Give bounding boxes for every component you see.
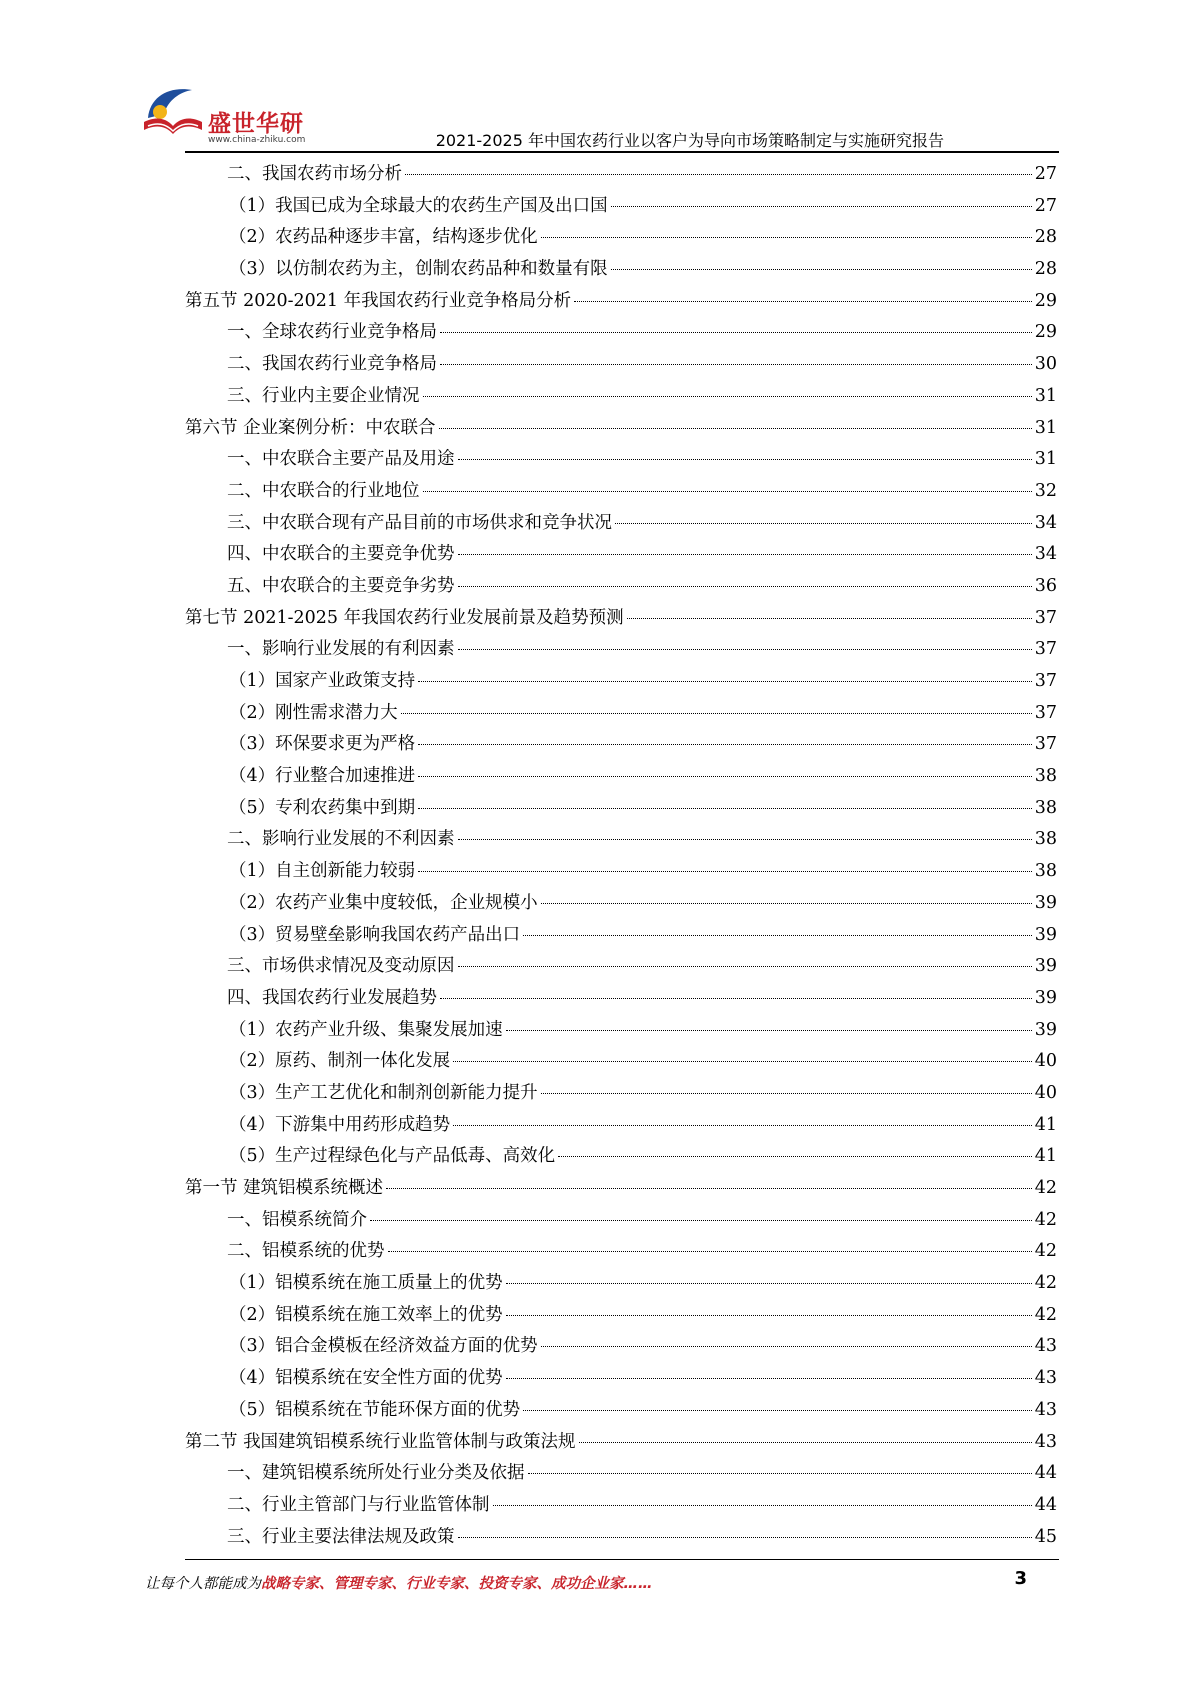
toc-entry-page: 40 — [1034, 1082, 1057, 1103]
toc-entry[interactable] — [185, 730, 1057, 762]
toc-leader-dots — [439, 428, 1032, 429]
toc-entry-title: （1）国家产业政策支持 — [229, 671, 416, 691]
toc-leader-dots — [523, 935, 1032, 936]
toc-entry-title: （2）刚性需求潜力大 — [229, 702, 398, 723]
toc-entry-page: 42 — [1034, 1273, 1057, 1294]
toc-entry-page: 31 — [1034, 385, 1057, 406]
toc-entry-page: 43 — [1034, 1368, 1057, 1389]
toc-leader-dots — [541, 237, 1032, 238]
toc-entry-page: 34 — [1034, 512, 1057, 533]
toc-entry-title: （3）环保要求更为严格 — [229, 734, 416, 755]
toc-entry-page: 31 — [1034, 449, 1057, 470]
toc-leader-dots — [528, 1473, 1032, 1474]
toc-entry[interactable] — [185, 287, 1057, 319]
toc-entry-title: （3）贸易壁垒影响我国农药产品出口 — [229, 924, 521, 945]
toc-leader-dots — [458, 554, 1032, 555]
slogan-highlight: 战略专家、管理专家、行业专家、投资专家、成功企业家…… — [261, 1576, 653, 1592]
toc-entry-page: 41 — [1034, 1114, 1057, 1135]
toc-entry-page: 27 — [1034, 195, 1057, 216]
toc-entry-page: 36 — [1034, 575, 1057, 596]
toc-entry-title: 一、中农联合主要产品及用途 — [227, 449, 455, 470]
toc-entry[interactable] — [185, 192, 1057, 224]
toc-leader-dots — [440, 364, 1032, 365]
toc-leader-dots — [627, 618, 1032, 619]
toc-entry[interactable] — [185, 1364, 1057, 1396]
toc-leader-dots — [579, 1442, 1032, 1443]
toc-entry-title: （3）铝合金模板在经济效益方面的优势 — [229, 1336, 538, 1357]
toc-entry[interactable] — [185, 1142, 1057, 1174]
toc-entry-title: （1）自主创新能力较弱 — [229, 861, 416, 882]
table-of-contents — [185, 160, 1057, 1554]
toc-entry[interactable] — [185, 921, 1057, 953]
toc-entry-title: 二、影响行业发展的不利因素 — [227, 829, 455, 850]
toc-entry[interactable] — [185, 857, 1057, 889]
toc-entry-page: 37 — [1034, 702, 1057, 723]
toc-entry[interactable] — [185, 540, 1057, 572]
toc-leader-dots — [458, 966, 1032, 967]
toc-entry-title: 第五节 2020-2021 年我国农药行业竞争格局分析 — [185, 290, 572, 311]
brand-name: 盛世华研 — [208, 111, 304, 137]
toc-entry[interactable] — [185, 477, 1057, 509]
toc-entry-page: 37 — [1034, 639, 1057, 660]
toc-entry[interactable] — [185, 382, 1057, 414]
toc-entry-page: 37 — [1034, 607, 1057, 628]
toc-entry[interactable] — [185, 1174, 1057, 1206]
toc-entry-page: 43 — [1034, 1336, 1057, 1357]
report-title: 2021-2025 年中国农药行业以客户为导向市场策略制定与实施研究报告 — [435, 131, 944, 150]
toc-entry-page: 42 — [1034, 1209, 1057, 1230]
toc-entry[interactable] — [185, 699, 1057, 731]
toc-leader-dots — [453, 1125, 1032, 1126]
toc-entry-page: 43 — [1034, 1431, 1057, 1452]
toc-leader-dots — [541, 1346, 1032, 1347]
toc-entry-title: （5）铝模系统在节能环保方面的优势 — [229, 1399, 521, 1420]
toc-leader-dots — [541, 903, 1032, 904]
toc-entry-page: 43 — [1034, 1399, 1057, 1420]
toc-leader-dots — [611, 206, 1032, 207]
toc-entry-title: 第一节 建筑铝模系统概述 — [185, 1178, 384, 1198]
toc-entry[interactable] — [185, 255, 1057, 287]
toc-entry[interactable] — [185, 667, 1057, 699]
toc-entry[interactable] — [185, 350, 1057, 382]
toc-leader-dots — [423, 491, 1032, 492]
toc-entry-title: 三、行业主要法律法规及政策 — [227, 1526, 455, 1547]
page-number: 3 — [1014, 1568, 1027, 1589]
toc-entry-title: 一、影响行业发展的有利因素 — [227, 639, 455, 660]
toc-entry-title: （4）行业整合加速推进 — [229, 766, 416, 787]
toc-entry-page: 38 — [1034, 797, 1057, 818]
toc-entry-title: （4）铝模系统在安全性方面的优势 — [229, 1368, 503, 1389]
toc-entry[interactable] — [185, 1459, 1057, 1491]
toc-entry-title: （1）农药产业升级、集聚发展加速 — [229, 1019, 503, 1040]
toc-entry-title: （1）我国已成为全球最大的农药生产国及出口国 — [229, 195, 608, 216]
toc-entry[interactable] — [185, 825, 1057, 857]
logo-book-icon — [140, 82, 206, 142]
toc-entry-page: 44 — [1034, 1494, 1057, 1515]
toc-entry-page: 28 — [1034, 259, 1057, 280]
toc-entry-title: 三、行业内主要企业情况 — [227, 385, 420, 406]
toc-entry-title: （2）农药产业集中度较低，企业规模小 — [229, 892, 538, 913]
toc-leader-dots — [440, 332, 1032, 333]
toc-leader-dots — [386, 1188, 1032, 1189]
toc-entry[interactable] — [185, 635, 1057, 667]
toc-entry[interactable] — [185, 1016, 1057, 1048]
toc-entry-title: 二、我国农药行业竞争格局 — [227, 354, 437, 375]
toc-entry-page: 39 — [1034, 987, 1057, 1008]
toc-entry[interactable] — [185, 1047, 1057, 1079]
slogan-prefix: 让每个人都能成为 — [145, 1576, 261, 1592]
toc-entry-page: 42 — [1034, 1304, 1057, 1325]
brand-url: www.china-zhiku.com — [208, 135, 306, 145]
toc-entry-page: 38 — [1034, 766, 1057, 787]
toc-entry[interactable] — [185, 509, 1057, 541]
toc-entry-page: 41 — [1034, 1146, 1057, 1167]
toc-entry[interactable] — [185, 1491, 1057, 1523]
toc-entry-title: （5）专利农药集中到期 — [229, 797, 416, 818]
toc-entry[interactable] — [185, 1079, 1057, 1111]
toc-entry-page: 38 — [1034, 861, 1057, 882]
toc-leader-dots — [458, 649, 1032, 650]
toc-leader-dots — [440, 998, 1032, 999]
toc-entry-title: 二、行业主管部门与行业监管体制 — [227, 1494, 490, 1515]
toc-leader-dots — [574, 301, 1032, 302]
toc-leader-dots — [458, 459, 1032, 460]
toc-leader-dots — [458, 586, 1032, 587]
toc-leader-dots — [388, 1251, 1032, 1252]
toc-entry-page: 38 — [1034, 829, 1057, 850]
toc-entry-page: 37 — [1034, 734, 1057, 755]
toc-entry-page: 39 — [1034, 956, 1057, 977]
toc-entry[interactable] — [185, 1206, 1057, 1238]
header-divider — [185, 151, 1059, 153]
toc-entry[interactable] — [185, 445, 1057, 477]
toc-entry-page: 45 — [1034, 1526, 1057, 1547]
toc-entry-page: 39 — [1034, 924, 1057, 945]
toc-entry-page: 31 — [1034, 417, 1057, 438]
footer-divider — [185, 1559, 1059, 1560]
toc-entry[interactable] — [185, 794, 1057, 826]
toc-entry-page: 30 — [1034, 354, 1057, 375]
toc-entry-title: 第二节 我国建筑铝模系统行业监管体制与政策法规 — [185, 1431, 576, 1452]
toc-entry-title: （5）生产过程绿色化与产品低毒、高效化 — [229, 1146, 556, 1167]
toc-entry-title: 第六节 企业案例分析：中农联合 — [185, 417, 436, 438]
toc-entry-title: 一、铝模系统简介 — [227, 1209, 367, 1230]
toc-entry-title: 二、我国农药市场分析 — [227, 164, 402, 184]
toc-leader-dots — [506, 1315, 1032, 1316]
toc-entry[interactable] — [185, 984, 1057, 1016]
toc-leader-dots — [418, 681, 1032, 682]
toc-entry-page: 28 — [1034, 227, 1057, 248]
toc-entry[interactable] — [185, 1237, 1057, 1269]
toc-entry-page: 44 — [1034, 1463, 1057, 1484]
toc-entry-title: （2）原药、制剂一体化发展 — [229, 1051, 451, 1072]
toc-entry[interactable] — [185, 414, 1057, 446]
toc-leader-dots — [541, 1093, 1032, 1094]
toc-entry[interactable] — [185, 1301, 1057, 1333]
toc-leader-dots — [423, 396, 1032, 397]
toc-entry-page: 32 — [1034, 480, 1057, 501]
toc-entry-page: 42 — [1034, 1178, 1057, 1198]
toc-entry[interactable] — [185, 1269, 1057, 1301]
toc-leader-dots — [418, 871, 1032, 872]
toc-leader-dots — [506, 1378, 1032, 1379]
toc-leader-dots — [458, 839, 1032, 840]
toc-leader-dots — [506, 1283, 1032, 1284]
toc-entry-title: 第七节 2021-2025 年我国农药行业发展前景及趋势预测 — [185, 607, 624, 628]
toc-entry-page: 39 — [1034, 1019, 1057, 1040]
toc-entry-page: 27 — [1034, 164, 1057, 184]
toc-entry-title: （4）下游集中用药形成趋势 — [229, 1114, 451, 1135]
toc-entry[interactable] — [185, 1111, 1057, 1143]
toc-leader-dots — [506, 1030, 1032, 1031]
toc-entry-page: 29 — [1034, 322, 1057, 343]
toc-entry[interactable] — [185, 604, 1057, 636]
toc-entry-title: 四、中农联合的主要竞争优势 — [227, 544, 455, 565]
toc-entry-title: （2）农药品种逐步丰富，结构逐步优化 — [229, 227, 538, 248]
toc-entry-title: 二、铝模系统的优势 — [227, 1241, 385, 1262]
toc-entry-title: 四、我国农药行业发展趋势 — [227, 987, 437, 1008]
toc-entry-title: 五、中农联合的主要竞争劣势 — [227, 575, 455, 596]
toc-leader-dots — [418, 776, 1032, 777]
toc-entry[interactable] — [185, 223, 1057, 255]
toc-leader-dots — [370, 1220, 1032, 1221]
toc-entry-title: 三、市场供求情况及变动原因 — [227, 956, 455, 977]
toc-entry-page: 34 — [1034, 544, 1057, 565]
toc-entry-title: 一、建筑铝模系统所处行业分类及依据 — [227, 1463, 525, 1484]
toc-entry[interactable] — [185, 762, 1057, 794]
toc-entry[interactable] — [185, 952, 1057, 984]
toc-entry[interactable] — [185, 889, 1057, 921]
toc-leader-dots — [401, 713, 1032, 714]
toc-entry-page: 29 — [1034, 290, 1057, 311]
toc-entry[interactable] — [185, 1396, 1057, 1428]
toc-leader-dots — [453, 1061, 1032, 1062]
toc-leader-dots — [611, 269, 1032, 270]
toc-entry-title: 三、中农联合现有产品目前的市场供求和竞争状况 — [227, 512, 612, 533]
toc-entry[interactable] — [185, 1428, 1057, 1460]
toc-leader-dots — [458, 1537, 1032, 1538]
toc-entry-page: 40 — [1034, 1051, 1057, 1072]
toc-entry[interactable] — [185, 1523, 1057, 1555]
toc-entry-title: （1）铝模系统在施工质量上的优势 — [229, 1273, 503, 1294]
toc-entry-page: 42 — [1034, 1241, 1057, 1262]
toc-entry-title: 二、中农联合的行业地位 — [227, 480, 420, 501]
footer-slogan — [145, 1572, 653, 1593]
toc-entry-title: （3）以仿制农药为主，创制农药品种和数量有限 — [229, 259, 608, 280]
toc-leader-dots — [405, 174, 1032, 175]
toc-leader-dots — [418, 808, 1032, 809]
toc-leader-dots — [493, 1505, 1032, 1506]
company-logo — [140, 82, 320, 152]
toc-leader-dots — [615, 523, 1032, 524]
toc-entry-page: 37 — [1034, 671, 1057, 691]
toc-entry[interactable] — [185, 318, 1057, 350]
toc-leader-dots — [523, 1410, 1032, 1411]
toc-entry-title: 一、全球农药行业竞争格局 — [227, 322, 437, 343]
toc-entry-title: （3）生产工艺优化和制剂创新能力提升 — [229, 1082, 538, 1103]
toc-entry[interactable] — [185, 1332, 1057, 1364]
toc-entry-title: （2）铝模系统在施工效率上的优势 — [229, 1304, 503, 1325]
toc-leader-dots — [418, 744, 1032, 745]
toc-entry[interactable] — [185, 160, 1057, 192]
toc-leader-dots — [558, 1156, 1032, 1157]
toc-entry-page: 39 — [1034, 892, 1057, 913]
toc-entry[interactable] — [185, 572, 1057, 604]
